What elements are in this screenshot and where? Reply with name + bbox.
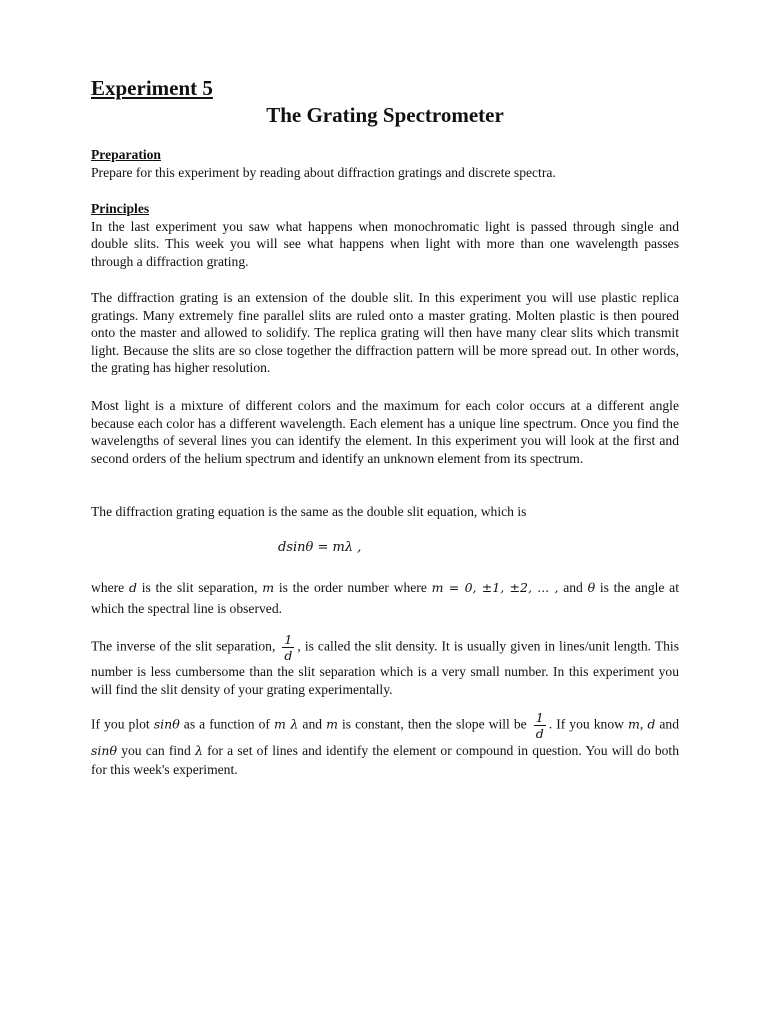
text-run: where (91, 580, 129, 595)
document-title: The Grating Spectrometer (266, 103, 504, 127)
principles-paragraph-6-block (91, 632, 679, 698)
text-run: is constant, then the slope will be (337, 716, 531, 732)
preparation-heading: Preparation (91, 147, 161, 162)
principles-heading: Principles (91, 201, 150, 216)
text-run: for a set of lines and identify the element or compound in question. You will do both for this week's experiment. (91, 743, 679, 777)
principles-paragraph-6 (91, 632, 679, 698)
fraction-one-over-d (282, 632, 294, 663)
fraction-numerator: 1 (282, 632, 294, 648)
preparation-text: Prepare for this experiment by reading about diffraction gratings and discrete spectra. (91, 164, 556, 180)
var-m: m (262, 580, 275, 595)
text-run: is the slit separation, (136, 580, 263, 595)
text-run: , (639, 716, 648, 732)
var-lambda: λ (194, 743, 203, 758)
principles-paragraph-4-block (91, 503, 679, 521)
fraction-numerator: 1 (534, 710, 546, 726)
text-run: as a function of (179, 716, 274, 732)
text-run: The inverse of the slit separation, (91, 638, 280, 654)
var-theta: θ (587, 580, 596, 595)
principles-paragraph-5 (91, 577, 679, 619)
principles-paragraph-5-block (91, 577, 679, 619)
text-run: and (655, 716, 680, 732)
text-run: and (558, 580, 588, 595)
principles-section (91, 200, 679, 270)
principles-paragraph-2: The diffraction grating is an extension of the double slit. In this experiment you will use plastic replica gratings. Many extremely fine parallel slits are ruled onto a master grating. Molten plastic is then poured onto the master and allowed to solidify. The replica grating will then have many clear slits which transmit light. Because the slits are so close together the diffraction pattern will be more spread out. In other words, the grating has higher resolution. (91, 290, 679, 375)
fraction-denominator: d (535, 726, 544, 741)
var-m: m (326, 716, 338, 732)
var-m-lambda: m λ (273, 716, 299, 732)
var-sin-theta: sinθ (91, 743, 117, 758)
text-run: is the order number where (274, 580, 432, 595)
principles-paragraph-7-block (91, 710, 679, 779)
fraction-denominator: d (284, 648, 293, 663)
preparation-section (91, 146, 679, 181)
order-values: m = 0, ±1, ±2, ... , (431, 580, 559, 595)
text-run: , is called the slit density. It is usually given in lines/unit length. This number is less cumbersome than the slit separation which is a very small number. In this experiment you will find the slit density of your grating experimentally. (91, 638, 679, 697)
principles-paragraph-2-block (91, 289, 679, 377)
principles-paragraph-1: In the last experiment you saw what happens when monochromatic light is passed through single and double slits. This week you will see what happens when light with more than one wavelength passes through a diffraction grating. (91, 218, 679, 269)
var-sin-theta: sinθ (153, 716, 180, 732)
var-d: d (647, 716, 656, 732)
principles-paragraph-7 (91, 710, 679, 779)
principles-paragraph-4: The diffraction grating equation is the same as the double slit equation, which is (91, 504, 527, 519)
fraction-one-over-d (534, 710, 546, 741)
grating-equation: dsinθ = mλ , (278, 540, 362, 555)
principles-paragraph-3-block (91, 397, 679, 467)
text-run: and (298, 716, 327, 732)
experiment-title: Experiment 5 (91, 76, 213, 100)
text-run: you can find (117, 743, 195, 758)
var-d: d (128, 580, 137, 595)
principles-paragraph-3: Most light is a mixture of different colors and the maximum for each color occurs at a different angle because each color has a different wavelength. Each element has a unique line spectrum. Once you find the wavelengths of several lines you can identify the element. In this experiment you will look at the first and second orders of the helium spectrum and identify an unknown element from its spectrum. (91, 398, 679, 466)
text-run: . If you know (548, 716, 628, 732)
text-run: If you plot (91, 716, 154, 732)
text-run: is the angle at which the spectral line is observed. (91, 580, 679, 616)
var-m: m (628, 716, 640, 732)
